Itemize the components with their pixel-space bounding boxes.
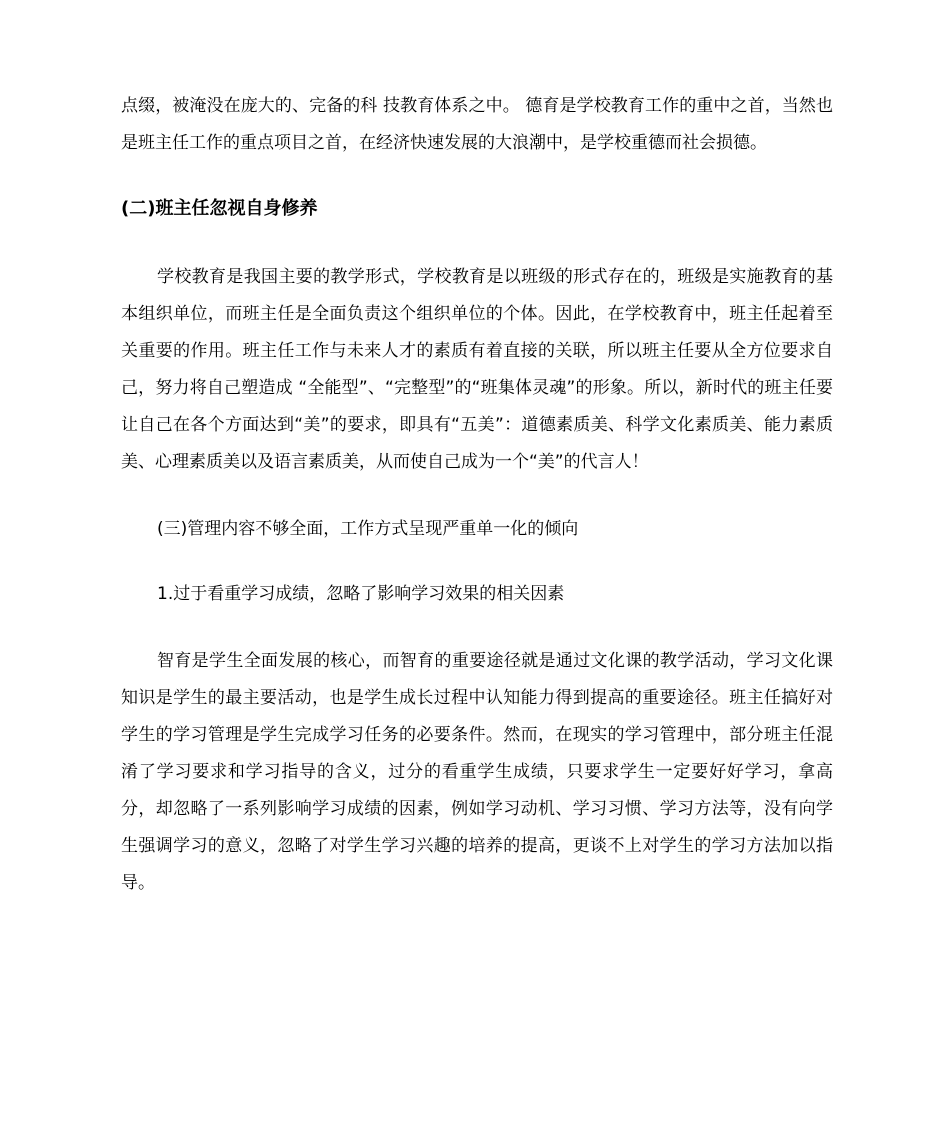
section-heading-2: (二)班主任忽视自身修养 [121,198,318,219]
spacer [121,613,833,643]
spacer [121,162,833,190]
section-heading-3: (三)管理内容不够全面，工作方式呈现严重单一化的倾向 [157,519,579,539]
subsection-heading-3-1: 1.过于看重学习成绩，忽略了影响学习效果的相关因素 [157,584,565,604]
spacer [121,481,833,511]
intro-paragraph: 点缀，被淹没在庞大的、完备的科 技教育体系之中。 德育是学校教育工作的重中之首，当然也是班主任工作的重点项目之首，在经济快速发展的大浪潮中，是学校重德而社会损德。 [121,96,833,153]
document-page [121,88,833,902]
spacer [121,548,833,576]
section-2-paragraph: 学校教育是我国主要的教学形式，学校教育是以班级的形式存在的，班级是实施教育的基本组织单位，而班主任是全面负责这个组织单位的个体。因此，在学校教育中，班主任起着至关重要的作用。班主任工作与未来人才的素质有着直接的关联，所以班主任要从全方位要求自己，努力将自己塑造成 “全能型”、“完整型”的“班集体灵魂”的形象。所以，新时代的班主任要让自己在各个方面达到“美”的要求，即具有“五美”：道德素质美、科学文化素质美、能力素质美、心理素质美以及语言素质美，从而使自己成为一个“美”的代言人！ [121,267,833,472]
section-3-paragraph: 智育是学生全面发展的核心，而智育的重要途径就是通过文化课的教学活动，学习文化课知识是学生的最主要活动，也是学生成长过程中认知能力得到提高的重要途径。班主任搞好对学生的学习管理是学生完成学习任务的必要条件。然而，在现实的学习管理中，部分班主任混淆了学习要求和学习指导的含义，过分的看重学生成绩，只要求学生一定要好好学习，拿高分，却忽略了一系列影响学习成绩的因素，例如学习动机、学习习惯、学习方法等，没有向学生强调学习的意义，忽略了对学生学习兴趣的培养的提高，更谈不上对学生的学习方法加以指导。 [121,651,833,893]
spacer [121,227,833,259]
